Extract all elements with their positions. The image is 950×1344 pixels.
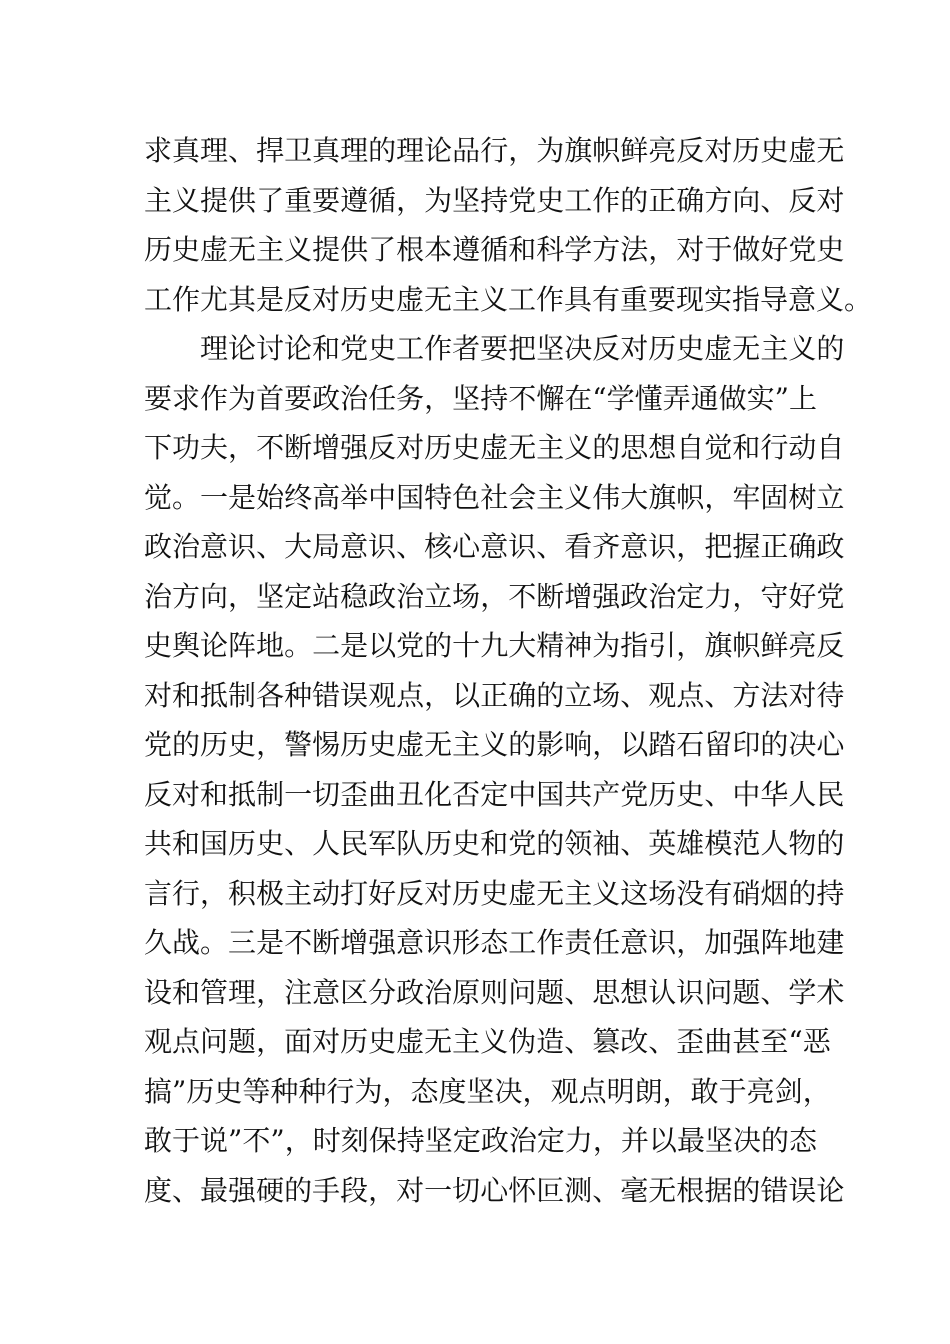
text-line: 共 和 国 历 史 、 人 民 军 队 历 史 和 党 的 领 袖 、 英 雄 模 范 人 物 的 xyxy=(144,827,845,860)
paragraph-first-line: 理 论 讨 论 和 党 史 工 作 者 要 把 坚 决 反 对 历 史 虚 无 主 义 的 xyxy=(200,332,845,365)
text-line: 敢 于 说 ” 不 ” ， 时 刻 保 持 坚 定 政 治 定 力 ， 并 以 最 坚 决 的 态 xyxy=(144,1124,818,1157)
text-line: 下 功 夫 ， 不 断 增 强 反 对 历 史 虚 无 主 义 的 思 想 自 觉 和 行 动 自 xyxy=(144,431,845,464)
text-line: 党 的 历 史 ， 警 惕 历 史 虚 无 主 义 的 影 响 ， 以 踏 石 留 印 的 决 心 xyxy=(144,728,845,761)
text-line: 要 求 作 为 首 要 政 治 任 务 ， 坚 持 不 懈 在 “ 学 懂 弄 通 做 实 ” 上 xyxy=(144,381,818,415)
text-line: 工作尤其是反对历史虚无主义工作具有重要现实指导意义。 xyxy=(144,282,873,316)
text-line: 求 真 理 、 捍 卫 真 理 的 理 论 品 行 ， 为 旗 帜 鲜 亮 反 对 历 史 虚 无 xyxy=(144,134,845,167)
text-line: 言 行 ， 积 极 主 动 打 好 反 对 历 史 虚 无 主 义 这 场 没 有 硝 烟 的 持 xyxy=(144,876,845,910)
text-line: 搞 ” 历 史 等 种 种 行 为 ， 态 度 坚 决 ， 观 点 明 朗 ， 敢 于 亮 剑 ， xyxy=(144,1074,831,1108)
text-line: 政 治 意 识 、 大 局 意 识 、 核 心 意 识 、 看 齐 意 识 ， 把 握 正 确 政 xyxy=(144,530,845,563)
text-line: 度 、 最 强 硬 的 手 段 ， 对 一 切 心 怀 叵 测 、 毫 无 根 据 的 错 误 论 xyxy=(144,1173,845,1207)
text-line: 历 史 虚 无 主 义 提 供 了 根 本 遵 循 和 科 学 方 法 ， 对 于 做 好 党 史 xyxy=(144,233,845,266)
text-line: 对 和 抵 制 各 种 错 误 观 点 ， 以 正 确 的 立 场 、 观 点 、 方 法 对 待 xyxy=(144,678,845,712)
text-line: 史 舆 论 阵 地 。 二 是 以 党 的 十 九 大 精 神 为 指 引 ， 旗 帜 鲜 亮 反 xyxy=(144,629,845,662)
text-line: 治 方 向 ， 坚 定 站 稳 政 治 立 场 ， 不 断 增 强 政 治 定 力 ， 守 好 党 xyxy=(144,579,845,613)
text-line: 设 和 管 理 ， 注 意 区 分 政 治 原 则 问 题 、 思 想 认 识 问 题 、 学 术 xyxy=(144,975,845,1009)
text-line: 觉 。 一 是 始 终 高 举 中 国 特 色 社 会 主 义 伟 大 旗 帜 ， 牢 固 树 立 xyxy=(144,480,845,514)
text-line: 主 义 提 供 了 重 要 遵 循 ， 为 坚 持 党 史 工 作 的 正 确 方 向 、 反 对 xyxy=(144,183,845,217)
body-text xyxy=(144,126,873,1215)
text-line: 久 战 。 三 是 不 断 增 强 意 识 形 态 工 作 责 任 意 识 ， 加 强 阵 地 建 xyxy=(144,926,845,959)
text-line: 反 对 和 抵 制 一 切 歪 曲 丑 化 否 定 中 国 共 产 党 历 史 、 中 华 人 民 xyxy=(144,777,845,811)
text-line: 观 点 问 题 ， 面 对 历 史 虚 无 主 义 伪 造 、 篡 改 、 歪 曲 甚 至 “ 恶 xyxy=(144,1025,831,1058)
